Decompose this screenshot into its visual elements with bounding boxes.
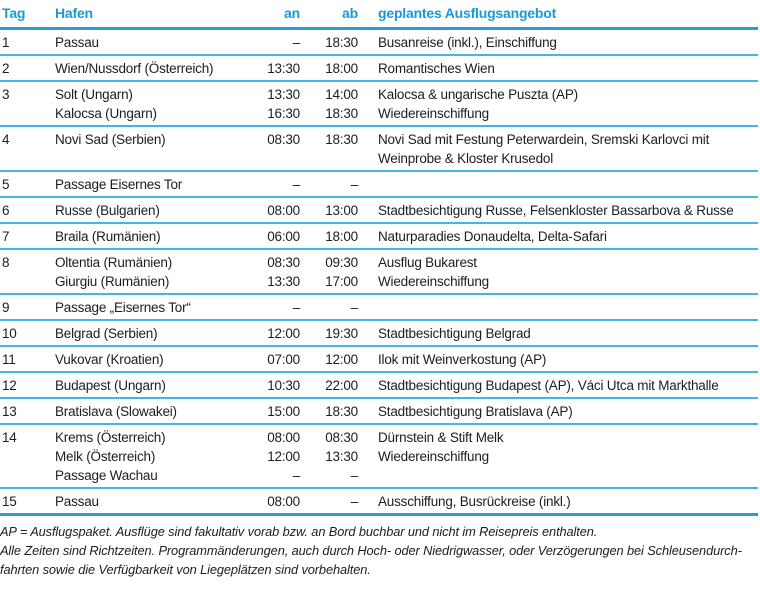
arrival-cell: 10:30 [267,378,300,393]
departure-cell: 18:30 [325,404,358,419]
table-row-line [0,447,758,466]
table-row [0,373,758,399]
table-row [0,82,758,127]
departure-cell: 13:30 [325,449,358,464]
table-row [0,425,758,489]
excursion-cell: Wiedereinschiffung [378,274,489,289]
excursion-cell: Ilok mit Weinverkostung (AP) [378,352,547,367]
table-header-row [0,3,758,30]
excursion-cell: Ausflug Bukarest [378,255,477,270]
arrival-cell: – [292,35,300,50]
column-header-arrival: an [284,5,300,21]
departure-cell: 19:30 [325,326,358,341]
departure-cell: 17:00 [325,274,358,289]
day-cell: 4 [2,132,10,147]
day-cell: 7 [2,229,10,244]
port-cell: Solt (Ungarn) [55,87,133,102]
day-cell: 13 [2,404,17,419]
day-cell: 15 [2,494,17,509]
arrival-cell: 08:30 [267,132,300,147]
column-header-excursion: geplantes Ausflugsangebot [378,5,557,21]
departure-cell: 18:30 [325,132,358,147]
arrival-cell: 12:00 [267,449,300,464]
excursion-cell: Naturparadies Donaudelta, Delta-Safari [378,229,607,244]
table-row-line [0,402,758,421]
table-row-line [0,376,758,395]
port-cell: Kalocsa (Ungarn) [55,106,157,121]
port-cell: Vukovar (Kroatien) [55,352,164,367]
port-cell: Oltentia (Rumänien) [55,255,173,270]
excursion-cell: Stadtbesichtigung Budapest (AP), Váci Utca mit Markthalle [378,378,719,393]
port-cell: Passage Eisernes Tor [55,177,183,192]
departure-cell: 08:30 [325,430,358,445]
port-cell: Krems (Österreich) [55,430,166,445]
table-row [0,489,758,516]
departure-cell: – [350,300,358,315]
day-cell: 6 [2,203,10,218]
arrival-cell: 07:00 [267,352,300,367]
arrival-cell: 06:00 [267,229,300,244]
departure-cell: 14:00 [325,87,358,102]
port-cell: Belgrad (Serbien) [55,326,158,341]
day-cell: 14 [2,430,17,445]
day-cell: 1 [2,35,10,50]
table-row [0,172,758,198]
departure-cell: 18:00 [325,61,358,76]
table-row-line [0,130,758,168]
port-cell: Braila (Rumänien) [55,229,161,244]
day-cell: 10 [2,326,17,341]
table-row-line [0,59,758,78]
table-row [0,399,758,425]
table-row [0,127,758,172]
arrival-cell: 08:30 [267,255,300,270]
excursion-cell: Novi Sad mit Festung Peterwardein, Sremski Karlovci mit Weinprobe & Kloster Krusedol [378,132,710,166]
table-row [0,295,758,321]
excursion-cell: Romantisches Wien [378,61,495,76]
departure-cell: 18:30 [325,35,358,50]
table-row-line [0,104,758,123]
table-row [0,250,758,295]
departure-cell: – [350,177,358,192]
departure-cell: 18:00 [325,229,358,244]
table-row [0,347,758,373]
table-row [0,224,758,250]
excursion-cell: Kalocsa & ungarische Puszta (AP) [378,87,578,102]
excursion-cell: Stadtbesichtigung Russe, Felsenkloster Bassarbova & Russe [378,203,734,218]
departure-cell: – [350,468,358,483]
day-cell: 5 [2,177,10,192]
footnote-times: Alle Zeiten sind Richtzeiten. Programmänderungen, auch durch Hoch- oder Niedrigwasser, oder Verzögerungen bei Schleusendurchfahrten sowie die Verfügbarkeit von Liegeplätzen sind vorbehalten. [0,543,742,577]
itinerary-table [0,3,758,516]
footnote-ap: AP = Ausflugspaket. Ausflüge sind fakultativ vorab bzw. an Bord buchbar und nicht im Reisepreis enthalten. [0,524,598,539]
arrival-cell: 12:00 [267,326,300,341]
table-row-line [0,350,758,369]
table-row-line [0,227,758,246]
arrival-cell: 08:00 [267,203,300,218]
arrival-cell: 08:00 [267,494,300,509]
table-row [0,30,758,56]
departure-cell: 09:30 [325,255,358,270]
table-row-line [0,85,758,104]
excursion-cell: Stadtbesichtigung Bratislava (AP) [378,404,573,419]
arrival-cell: 13:30 [267,87,300,102]
arrival-cell: 15:00 [267,404,300,419]
port-cell: Budapest (Ungarn) [55,378,166,393]
arrival-cell: 13:30 [267,274,300,289]
table-row-line [0,33,758,52]
day-cell: 8 [2,255,10,270]
day-cell: 9 [2,300,10,315]
table-row [0,56,758,82]
port-cell: Passage Wachau [55,468,158,483]
port-cell: Giurgiu (Rumänien) [55,274,170,289]
arrival-cell: – [292,468,300,483]
departure-cell: 18:30 [325,106,358,121]
table-row-line [0,253,758,272]
port-cell: Passage „Eisernes Tor“ [55,300,191,315]
port-cell: Bratislava (Slowakei) [55,404,177,419]
excursion-cell: Ausschiffung, Busrückreise (inkl.) [378,494,571,509]
excursion-cell: Wiedereinschiffung [378,106,489,121]
arrival-cell: 08:00 [267,430,300,445]
excursion-cell: Stadtbesichtigung Belgrad [378,326,531,341]
day-cell: 3 [2,87,10,102]
port-cell: Russe (Bulgarien) [55,203,160,218]
table-row [0,198,758,224]
departure-cell: – [350,494,358,509]
table-row-line [0,201,758,220]
day-cell: 12 [2,378,17,393]
arrival-cell: – [292,300,300,315]
departure-cell: 13:00 [325,203,358,218]
port-cell: Passau [55,35,99,50]
excursion-cell: Busanreise (inkl.), Einschiffung [378,35,557,50]
table-row-line [0,298,758,317]
port-cell: Wien/Nussdorf (Österreich) [55,61,214,76]
excursion-cell: Wiedereinschiffung [378,449,489,464]
departure-cell: 12:00 [325,352,358,367]
table-body [0,30,758,516]
table-row [0,321,758,347]
table-row-line [0,492,758,511]
table-row-line [0,175,758,194]
day-cell: 2 [2,61,10,76]
excursion-cell: Dürnstein & Stift Melk [378,430,504,445]
column-header-port: Hafen [55,5,93,21]
port-cell: Melk (Österreich) [55,449,156,464]
arrival-cell: 16:30 [267,106,300,121]
table-row-line [0,466,758,485]
port-cell: Novi Sad (Serbien) [55,132,166,147]
port-cell: Passau [55,494,99,509]
table-row-line [0,428,758,447]
table-row-line [0,272,758,291]
table-row-line [0,324,758,343]
departure-cell: 22:00 [325,378,358,393]
day-cell: 11 [2,352,16,367]
column-header-day: Tag [2,5,26,21]
column-header-departure: ab [342,5,358,21]
arrival-cell: 13:30 [267,61,300,76]
footnotes [0,522,758,579]
arrival-cell: – [292,177,300,192]
